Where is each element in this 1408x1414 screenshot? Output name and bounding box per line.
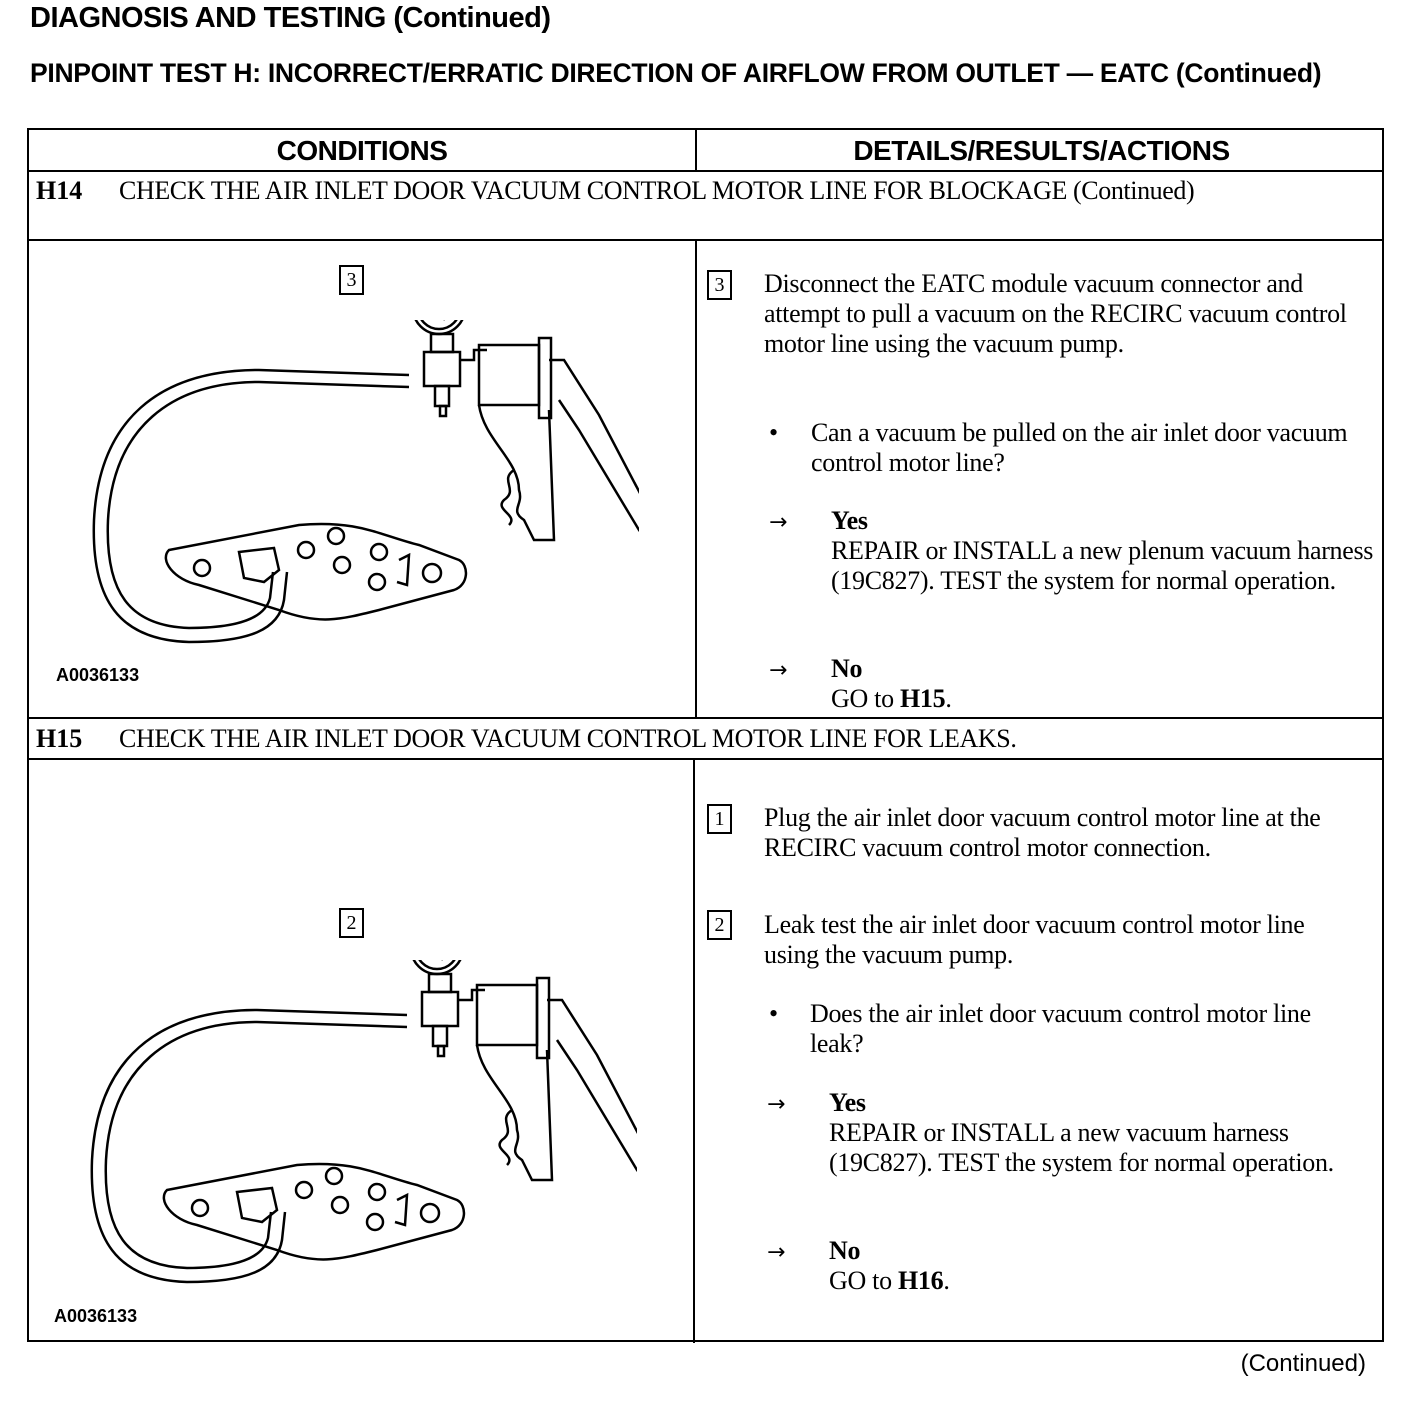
- yes-text-h14: REPAIR or INSTALL a new plenum vacuum harness (19C827). TEST the system for normal operation.: [831, 536, 1374, 595]
- arrow-icon: →: [769, 658, 788, 683]
- bullet-h15: •: [769, 999, 779, 1028]
- figure-callout-h15: 2: [339, 908, 364, 938]
- figure-label-h14: A0036133: [56, 665, 140, 685]
- step-code-h14: H14: [36, 176, 83, 205]
- no-text-h15: GO to H16.: [829, 1266, 950, 1295]
- step-number-h15-1: 1: [707, 804, 732, 834]
- goto-link-h15[interactable]: H15: [899, 684, 946, 713]
- no-label-h15: No: [829, 1236, 861, 1265]
- vacuum-pump-figure-h14: [79, 320, 639, 650]
- arrow-icon: →: [769, 510, 788, 535]
- arrow-icon: →: [767, 1092, 786, 1117]
- yes-label-h14: Yes: [831, 506, 868, 535]
- step-number-h14-3: 3: [707, 270, 732, 300]
- bullet-h14: •: [769, 418, 779, 447]
- step-text-h15-2: Leak test the air inlet door vacuum control motor line using the vacuum pump.: [764, 910, 1305, 969]
- column-header-conditions: CONDITIONS: [276, 135, 448, 166]
- continued-footer: (Continued): [1240, 1350, 1366, 1377]
- yes-label-h15: Yes: [829, 1088, 866, 1117]
- step-title-h14: CHECK THE AIR INLET DOOR VACUUM CONTROL MOTOR LINE FOR BLOCKAGE (Continued): [119, 176, 1195, 205]
- step-text-h15-1: Plug the air inlet door vacuum control motor line at the RECIRC vacuum control motor connection.: [764, 803, 1321, 862]
- arrow-icon: →: [767, 1240, 786, 1265]
- yes-text-h15: REPAIR or INSTALL a new vacuum harness (19C827). TEST the system for normal operation.: [829, 1118, 1334, 1177]
- no-text-h14: GO to H15.: [831, 684, 952, 713]
- page-title: DIAGNOSIS AND TESTING (Continued): [30, 2, 551, 34]
- column-header-details: DETAILS/RESULTS/ACTIONS: [853, 135, 1230, 166]
- pinpoint-test-title: PINPOINT TEST H: INCORRECT/ERRATIC DIRECTION OF AIRFLOW FROM OUTLET — EATC (Continued): [30, 58, 1322, 88]
- no-label-h14: No: [831, 654, 863, 683]
- step-title-h15: CHECK THE AIR INLET DOOR VACUUM CONTROL MOTOR LINE FOR LEAKS.: [119, 724, 1017, 753]
- step-number-h15-2: 2: [707, 910, 732, 940]
- vacuum-pump-figure-h15: [77, 960, 637, 1290]
- diagnosis-table: [27, 128, 1384, 1342]
- step-code-h15: H15: [36, 724, 83, 753]
- question-h15: Does the air inlet door vacuum control motor line leak?: [810, 999, 1311, 1058]
- figure-callout-h14: 3: [339, 265, 364, 295]
- goto-link-h16[interactable]: H16: [897, 1266, 944, 1295]
- step-text-h14-3: Disconnect the EATC module vacuum connector and attempt to pull a vacuum on the RECIRC vacuum control motor line using the vacuum pump.: [764, 269, 1347, 358]
- question-h14: Can a vacuum be pulled on the air inlet door vacuum control motor line?: [811, 418, 1348, 477]
- figure-label-h15: A0036133: [54, 1306, 138, 1326]
